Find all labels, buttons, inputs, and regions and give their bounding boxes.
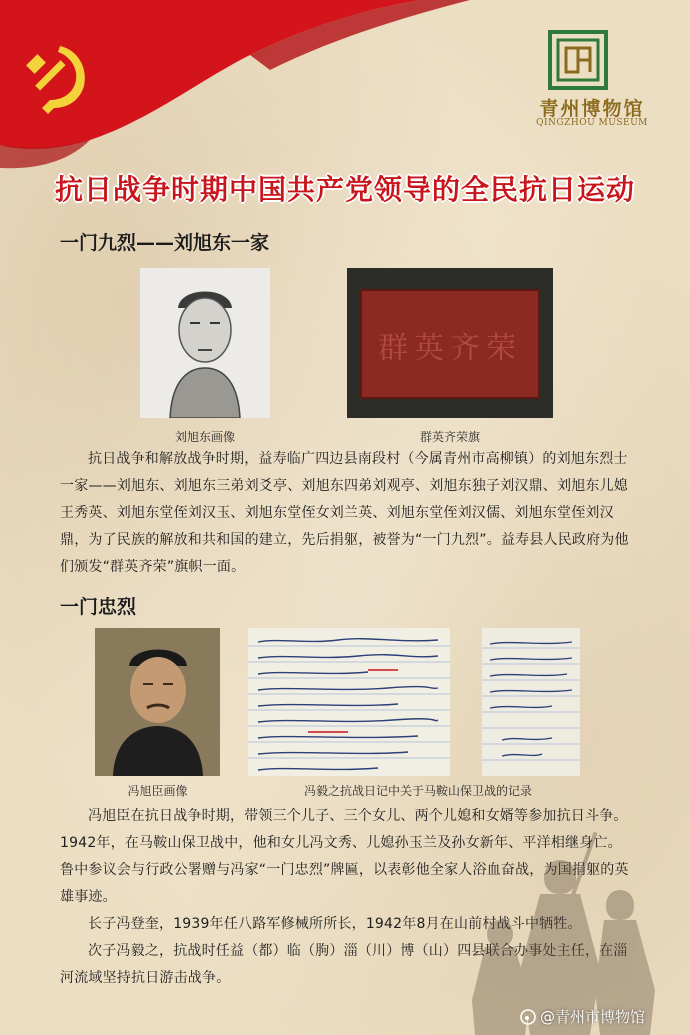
museum-name-en: QINGZHOU MUSEUM <box>536 118 648 128</box>
caption-liu-portrait: 刘旭东画像 <box>174 430 235 444</box>
museum-name-cn: 青州博物馆 <box>539 98 645 120</box>
paragraph-feng-yizhi: 次子冯毅之，抗战时任益（都）临（朐）淄（川）博（山）四县联合办事处主任，在淄河流域坚持抗日游击战争。 <box>60 943 628 986</box>
portrait-feng-xuchen <box>95 628 220 776</box>
portrait-liu-xudong <box>140 268 270 418</box>
soldier-silhouette-decoration <box>440 820 690 1035</box>
caption-diary: 冯毅之抗战日记中关于马鞍山保卫战的记录 <box>303 784 532 798</box>
page-title: 抗日战争时期中国共产党领导的全民抗日运动 <box>54 173 635 206</box>
diary-page-1 <box>248 628 450 776</box>
weibo-icon <box>518 1006 538 1026</box>
paragraph-liu-family: 抗日战争和解放战争时期，益寿临广四边县南段村（今属青州市高柳镇）的刘旭东烈士一家——刘旭东、刘旭东三弟刘爻亭、刘旭东四弟刘观亭、刘旭东独子刘汉鼎、刘旭东儿媳王秀英、刘旭东堂侄刘汉玉、刘旭东堂侄女刘兰英、刘旭东堂侄刘汉儒、刘旭东堂侄刘汉鼎，为了民族的解放和共和国的建立，先后捐躯，被誉为“一门九烈”。益寿县人民政府为他们颁发“群英齐荣”旗帜一面。 <box>60 451 629 575</box>
museum-logo-icon <box>548 30 608 90</box>
watermark-text: @青州市博物馆 <box>540 1008 646 1026</box>
paragraph-feng-family: 冯旭臣在抗日战争时期，带领三个儿子、三个女儿、两个儿媳和女婿等参加抗日斗争。1942年，在马鞍山保卫战中，他和女儿冯文秀、儿媳孙玉兰及孙女新年、平洋相继身亡。鲁中参议会与行政公署赠与冯家“一门忠烈”牌匾，以表彰他全家人浴血奋战，为国捐躯的英雄事迹。 <box>60 808 629 905</box>
section-heading-liu: 一门九烈——刘旭东一家 <box>60 232 270 254</box>
banner-photo-qunying <box>347 268 553 418</box>
caption-banner: 群英齐荣旗 <box>419 430 480 444</box>
paragraph-feng-dengkui: 长子冯登奎，1939年任八路军修械所所长，1942年8月在山前村战斗中牺牲。 <box>88 916 582 932</box>
banner-text: 群英齐荣 <box>378 331 522 366</box>
diary-page-2 <box>482 628 580 776</box>
section-heading-feng: 一门忠烈 <box>60 596 137 618</box>
caption-feng-portrait: 冯旭臣画像 <box>127 784 188 798</box>
